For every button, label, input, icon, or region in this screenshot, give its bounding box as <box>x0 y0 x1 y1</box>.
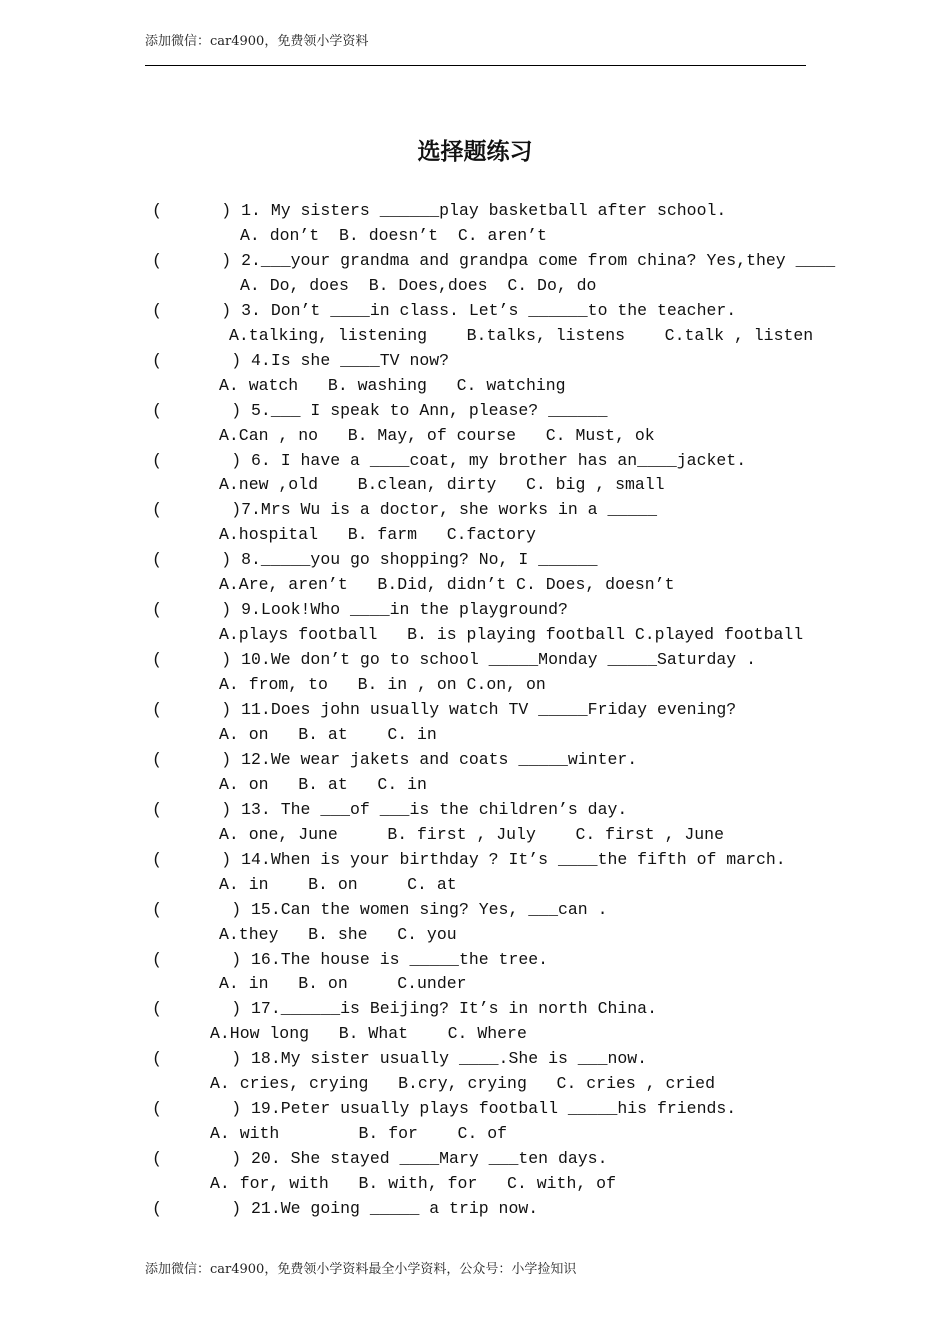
page-footer-note: 添加微信：car4900，免费领小学资料最全小学资料，公众号：小学捡知识 <box>145 1262 577 1277</box>
question-line: ( ) 21.We going _____ a trip now. <box>152 1199 539 1218</box>
options-line: A.Can , no B. May, of course C. Must, ok <box>219 425 655 445</box>
question-line: ( ) 16.The house is _____the tree. <box>152 949 549 969</box>
options-line: A.plays football B. is playing football C.played football <box>219 625 804 645</box>
options-line: A. with B. for C. of <box>210 1124 508 1144</box>
question-line: ( ) 10.We don’t go to school _____Monday _____Saturday . <box>152 650 756 670</box>
options-line: A. one, June B. first , July C. first , June <box>219 824 724 844</box>
question-line: ( ) 5.___ I speak to Ann, please? ______ <box>152 400 608 420</box>
options-line: A. watch B. washing C. watching <box>219 375 566 395</box>
question-line: ( ) 13. The ___of ___is the children’s day. <box>152 799 628 819</box>
question-line: ( ) 12.We wear jakets and coats _____winter. <box>152 749 638 769</box>
options-line: A. don’t B. doesn’t C. aren’t <box>240 225 547 245</box>
question-line: ( ) 2.___your grandma and grandpa come from china? Yes,they ____ <box>152 250 836 270</box>
options-line: A. on B. at C. in <box>219 774 427 794</box>
question-line: ( ) 9.Look!Who ____in the playground? <box>152 600 568 620</box>
question-line: ( ) 19.Peter usually plays football _____his friends. <box>152 1099 737 1119</box>
header-divider <box>145 65 806 66</box>
question-line: ( )7.Mrs Wu is a doctor, she works in a _____ <box>152 500 657 520</box>
question-line: ( ) 11.Does john usually watch TV _____Friday evening? <box>152 700 737 719</box>
question-line: ( ) 18.My sister usually ____.She is ___now. <box>152 1049 648 1069</box>
options-line: A. Do, does B. Does,does C. Do, do <box>240 275 597 295</box>
options-line: A. for, with B. with, for C. with, of <box>210 1174 616 1194</box>
options-line: A.talking, listening B.talks, listens C.talk , listen <box>229 325 814 345</box>
options-line: A.How long B. What C. Where <box>210 1024 527 1044</box>
options-line: A. in B. on C. at <box>219 874 457 894</box>
question-line: ( ) 20. She stayed ____Mary ___ten days. <box>152 1149 608 1169</box>
page-header-note: 添加微信：car4900，免费领小学资料 <box>145 34 369 49</box>
options-line: A. from, to B. in , on C.on, on <box>219 675 546 695</box>
question-line: ( ) 1. My sisters ______play basketball after school. <box>152 201 727 220</box>
options-line: A. in B. on C.under <box>219 974 467 994</box>
options-line: A.hospital B. farm C.factory <box>219 525 536 545</box>
options-line: A.new ,old B.clean, dirty C. big , small <box>219 475 665 495</box>
question-line: ( ) 15.Can the women sing? Yes, ___can . <box>152 899 608 919</box>
options-line: A.Are, aren’t B.Did, didn’t C. Does, doesn’t <box>219 575 675 595</box>
options-line: A. on B. at C. in <box>219 724 437 744</box>
page-title: 选择题练习 <box>417 138 533 165</box>
question-line: ( ) 6. I have a ____coat, my brother has an____jacket. <box>152 450 747 470</box>
question-line: ( ) 8._____you go shopping? No, I ______ <box>152 550 598 570</box>
options-line: A.they B. she C. you <box>219 924 457 944</box>
options-line: A. cries, crying B.cry, crying C. cries , cried <box>210 1074 715 1094</box>
question-line: ( ) 17.______is Beijing? It’s in north China. <box>152 999 657 1019</box>
question-line: ( ) 3. Don’t ____in class. Let’s ______to the teacher. <box>152 300 737 320</box>
question-line: ( ) 14.When is your birthday ? It’s ____the fifth of march. <box>152 849 786 869</box>
question-line: ( ) 4.Is she ____TV now? <box>152 350 450 370</box>
